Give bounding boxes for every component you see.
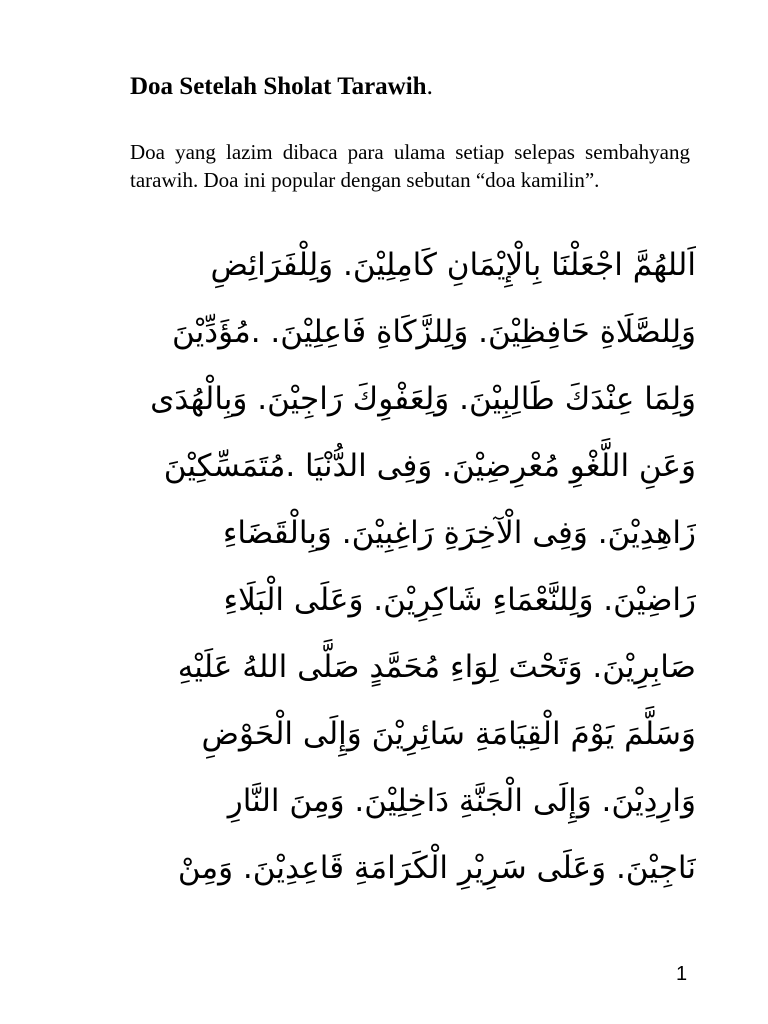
page-number: 1 [676,963,688,985]
arabic-line: نَاجِيْنَ. وَعَلَى سَرِيْرِ الْكَرَامَةِ قَاعِدِيْنَ. وَمِنْ [177,850,696,886]
arabic-line: وَارِدِيْنَ. وَإِلَى الْجَنَّةِ دَاخِلِيْنَ. وَمِنَ النَّارِ [227,783,696,819]
title-period: . [426,73,433,100]
arabic-line: وَلِمَا عِنْدَكَ طَالِبِيْنَ. وَلِعَفْوِكَ رَاجِيْنَ. وَبِالْهُدَى [150,381,696,417]
arabic-line: زَاهِدِيْنَ. وَفِى الْآخِرَةِ رَاغِبِيْنَ. وَبِالْقَضَاءِ [222,515,696,551]
arabic-prayer-text [128,232,696,902]
arabic-line: وَسَلَّمَ يَوْمَ الْقِيَامَةِ سَائِرِيْنَ وَإِلَى الْحَوْضِ [201,716,696,752]
arabic-line: اَللهُمَّ اجْعَلْنَا بِالْإِيْمَانِ كَامِلِيْنَ. وَلِلْفَرَائِضِ [210,247,696,283]
intro-paragraph: Doa yang lazim dibaca para ulama setiap selepas sembahyang tarawih. Doa ini popular dengan sebutan “doa kamilin”. [130,140,690,192]
arabic-line: وَلِلصَّلَاةِ حَافِظِيْنَ. وَلِلزَّكَاةِ فَاعِلِيْنَ. .مُؤَدِّيْنَ [172,314,696,350]
arabic-line: صَابِرِيْنَ. وَتَحْتَ لِوَاءِ مُحَمَّدٍ صَلَّى اللهُ عَلَيْهِ [177,649,696,685]
title-text: Doa Setelah Sholat Tarawih [130,73,427,100]
page-title [130,70,433,104]
arabic-line: رَاضِيْنَ. وَلِلنَّعْمَاءِ شَاكِرِيْنَ. وَعَلَى الْبَلَاءِ [223,582,696,618]
arabic-line: وَعَنِ اللَّغْوِ مُعْرِضِيْنَ. وَفِى الدُّنْيَا .مُتَمَسِّكِيْنَ [163,448,696,484]
